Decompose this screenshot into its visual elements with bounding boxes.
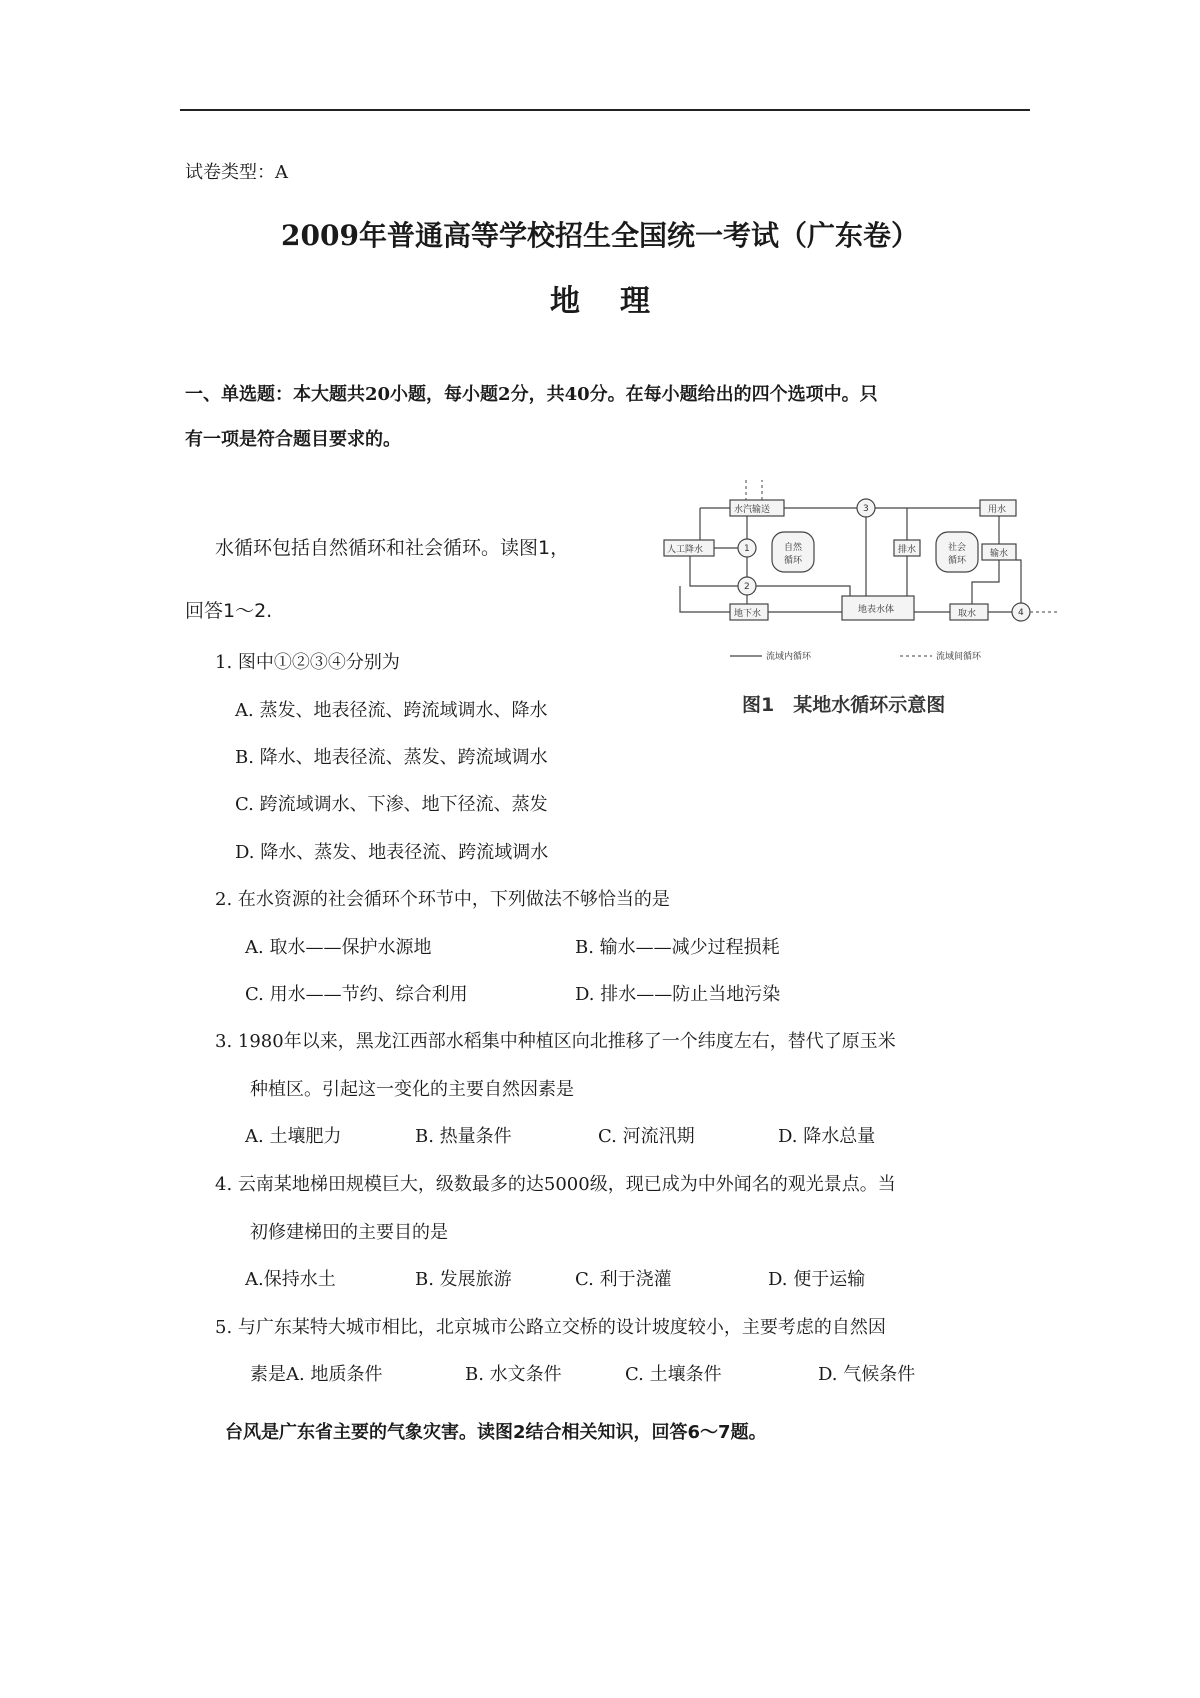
social-label-2: 循环 — [948, 556, 967, 566]
intro1-line1: 水循环包括自然循环和社会循环。读图1， — [215, 537, 570, 559]
drain-label: 排水 — [898, 545, 917, 555]
q1-option-a: A. 蒸发、地表径流、跨流域调水、降水 — [235, 700, 548, 721]
subject-title: 地理 — [550, 284, 690, 319]
q3-option-a: A. 土壤肥力 — [245, 1126, 342, 1147]
q2-stem: 2. 在水资源的社会循环个环节中，下列做法不够恰当的是 — [215, 889, 670, 910]
q3-option-d: D. 降水总量 — [778, 1126, 876, 1147]
q2-option-d: D. 排水——防止当地污染 — [575, 984, 781, 1005]
natural-label-2: 循环 — [784, 556, 803, 566]
q3-stem-2: 种植区。引起这一变化的主要自然因素是 — [250, 1079, 574, 1100]
legend-out-label: 流域间循环 — [936, 652, 982, 662]
figure1-caption: 图1 某地水循环示意图 — [742, 694, 946, 716]
2-to-surface-line — [756, 586, 850, 602]
social-label: 社会 — [948, 543, 967, 553]
exam-title: 2009年普通高等学校招生全国统一考试（广东卷） — [281, 219, 919, 252]
paper-type: 试卷类型：A — [185, 162, 288, 183]
circle-2-label: 2 — [744, 582, 750, 592]
section-heading-line2: 有一项是符合题目要求的。 — [185, 429, 401, 450]
rain-to-2-line — [690, 556, 738, 586]
q4-stem: 4. 云南某地梯田规模巨大，级数最多的达5000级，现已成为中外闻名的观光景点。当 — [215, 1174, 896, 1195]
section-heading-line1: 一、单选题：本大题共20小题，每小题2分，共40分。在每小题给出的四个选项中。只 — [185, 384, 878, 405]
legend-in-label: 流域内循环 — [766, 652, 812, 662]
vapor-label: 水汽输送 — [734, 505, 771, 515]
circle-3-label: 3 — [863, 504, 869, 514]
q2-option-a: A. 取水——保护水源地 — [245, 937, 432, 958]
surface-water-label: 地表水体 — [858, 605, 895, 615]
q4-option-c: C. 利于浇灌 — [575, 1269, 672, 1290]
q5-stem-2: 素是A. 地质条件 — [250, 1364, 383, 1385]
intro1-line2: 回答1～2. — [185, 600, 273, 622]
4-to-convey-line — [1016, 560, 1021, 603]
q3-option-c: C. 河流汛期 — [598, 1126, 695, 1147]
q4-option-b: B. 发展旅游 — [415, 1269, 512, 1290]
take-water-label: 取水 — [958, 609, 977, 619]
q5-stem: 5. 与广东某特大城市相比，北京城市公路立交桥的设计坡度较小，主要考虑的自然因 — [215, 1317, 886, 1338]
ground-water-label: 地下水 — [734, 609, 762, 619]
top-rule — [180, 109, 1030, 111]
circle-4-label: 4 — [1018, 608, 1024, 618]
q2-option-b: B. 输水——减少过程损耗 — [575, 937, 780, 958]
water-cycle-figure — [650, 470, 1080, 720]
q1-option-d: D. 降水、蒸发、地表径流、跨流域调水 — [235, 842, 549, 863]
q4-option-a: A.保持水土 — [245, 1269, 336, 1290]
left-loop-line — [680, 586, 730, 612]
q3-stem: 3. 1980年以来，黑龙江西部水稻集中种植区向北推移了一个纬度左右，替代了原玉米 — [215, 1031, 896, 1052]
q1-option-c: C. 跨流域调水、下渗、地下径流、蒸发 — [235, 794, 548, 815]
circle-1-label: 1 — [744, 544, 750, 554]
q5-option-d: D. 气候条件 — [818, 1364, 916, 1385]
intro2: 台风是广东省主要的气象灾害。读图2结合相关知识，回答6～7题。 — [225, 1422, 767, 1443]
convey-label: 输水 — [990, 549, 1009, 559]
vapor-to-rain-line — [700, 508, 730, 540]
q4-option-d: D. 便于运输 — [768, 1269, 866, 1290]
use-water-label: 用水 — [988, 505, 1007, 515]
artificial-rain-label: 人工降水 — [667, 545, 704, 555]
q5-option-b: B. 水文条件 — [465, 1364, 562, 1385]
q2-option-c: C. 用水——节约、综合利用 — [245, 984, 468, 1005]
q4-stem-2: 初修建梯田的主要目的是 — [250, 1222, 448, 1243]
q1-option-b: B. 降水、地表径流、蒸发、跨流域调水 — [235, 747, 548, 768]
natural-label: 自然 — [784, 543, 803, 553]
q3-option-b: B. 热量条件 — [415, 1126, 512, 1147]
q1-stem: 1. 图中①②③④分别为 — [215, 652, 400, 673]
q5-option-c: C. 土壤条件 — [625, 1364, 722, 1385]
